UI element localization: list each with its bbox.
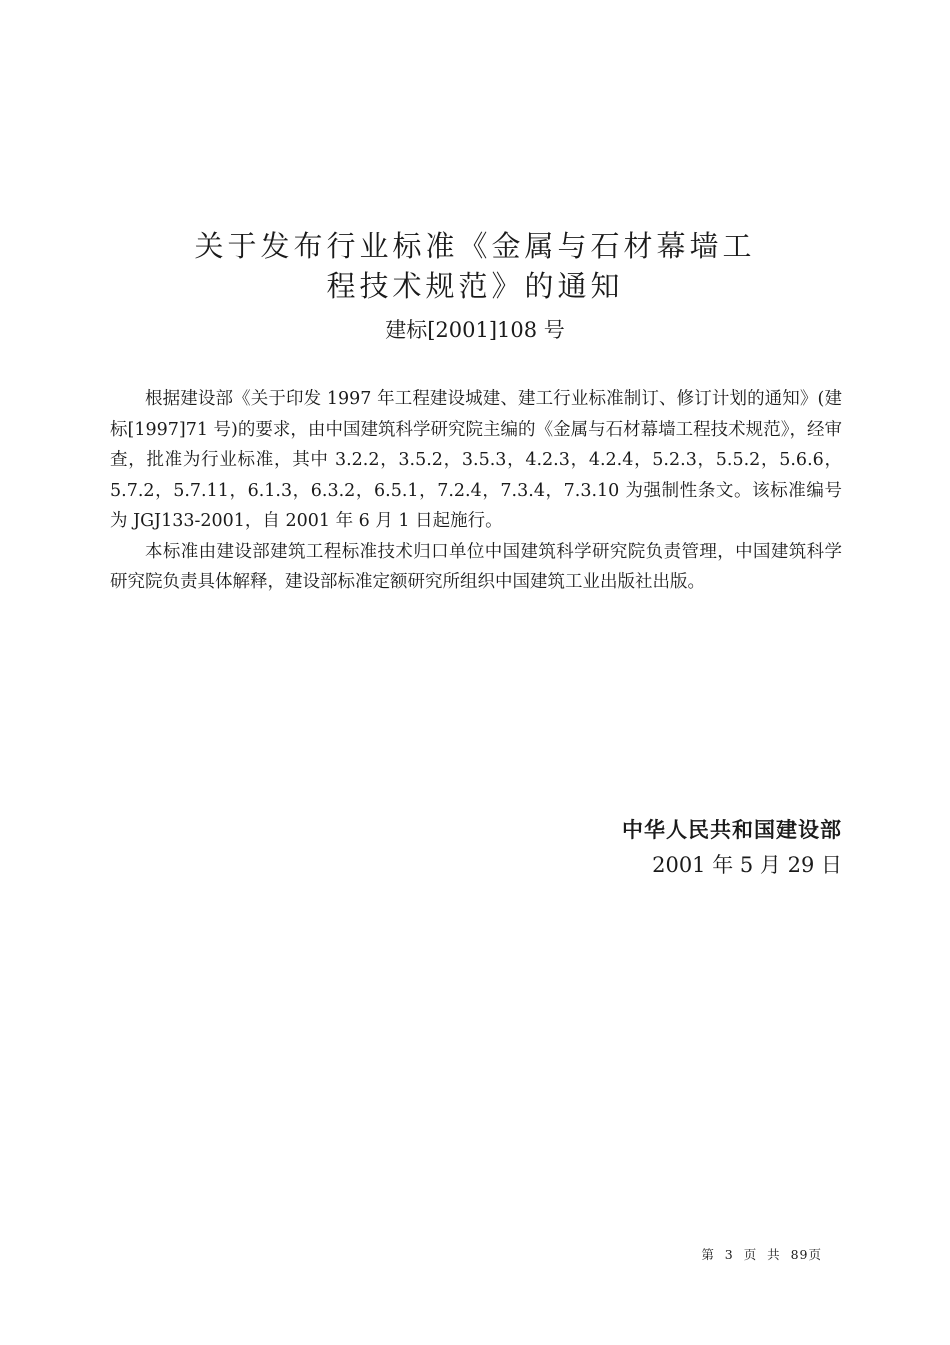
document-number: 建标[2001]108 号 (385, 318, 565, 342)
notice-title-line-2: 程技术规范》的通知 (326, 269, 624, 303)
issue-date: 2001 年 5 月 29 日 (652, 853, 842, 877)
notice-title-line-1: 关于发布行业标准《金属与石材幕墙工 (194, 229, 756, 263)
page-number-footer: 第 3 页 共 89页 (701, 1247, 822, 1262)
issuing-authority: 中华人民共和国建设部 (622, 818, 842, 842)
paragraph-management: 本标准由建设部建筑工程标准技术归口单位中国建筑科学研究院负责管理，中国建筑科学研究院负责具体解释，建设部标准定额研究所组织中国建筑工业出版社出版。 (110, 541, 842, 592)
paragraph-approval: 根据建设部《关于印发 1997 年工程建设城建、建工行业标准制订、修订计划的通知》(建标[1997]71 号)的要求，由中国建筑科学研究院主编的《金属与石材幕墙工程技术规范》，经审查，批准为行业标准，其中 3.2.2，3.5.2，3.5.3，4.2.3，4.2.4，5.2.3，5.5.2，5.6.6，5.7.2，5.7.11，6.1.3，6.3.2，6.5.1，7.2.4，7.3.4，7.3.10 为强制性条文。该标准编号为 JGJ133-2001，自 2001 年 6 月 1 日起施行。 (110, 389, 842, 531)
notice-body (110, 384, 842, 598)
